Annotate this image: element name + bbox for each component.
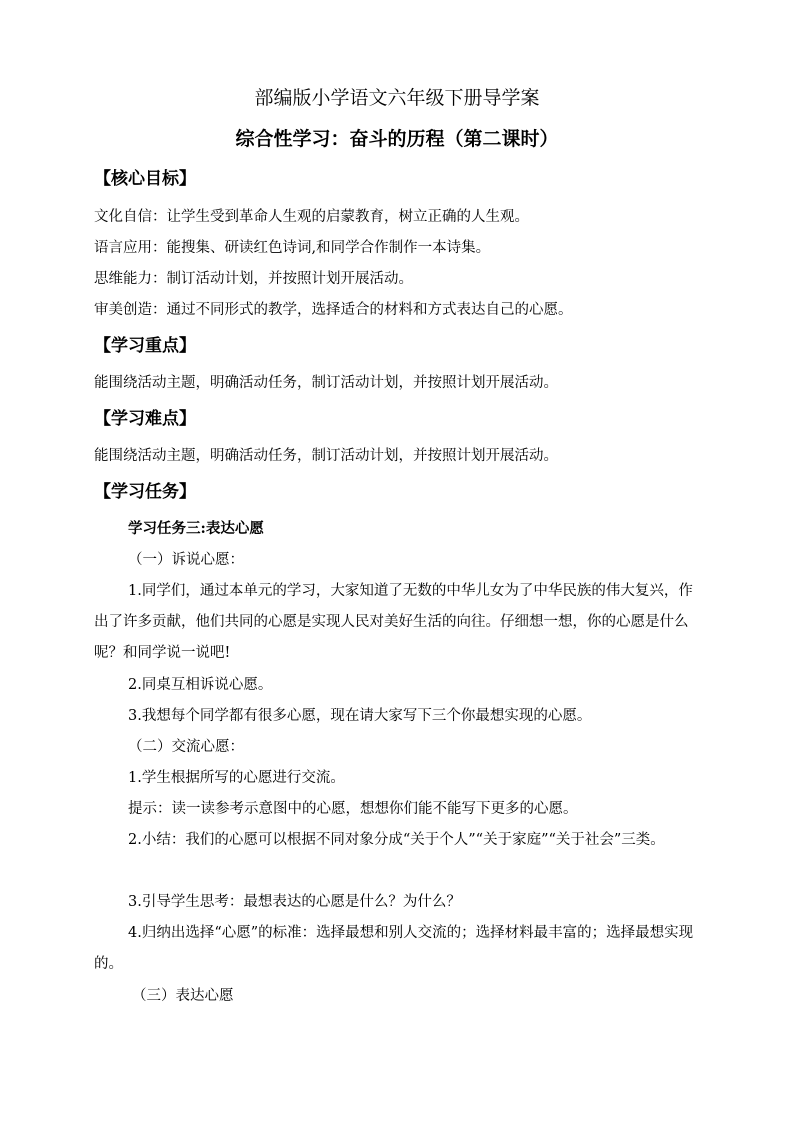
part-one-item-2: 2.同桌互相诉说心愿。 bbox=[128, 677, 273, 693]
part-two-item-2: 2.小结：我们的心愿可以根据不同对象分成“关于个人”“关于家庭”“关于社会”三类。 bbox=[128, 832, 665, 848]
key-points-heading: 【学习重点】 bbox=[94, 336, 196, 356]
core-goal-aesthetic: 审美创造：通过不同形式的教学，选择适合的材料和方式表达自己的心愿。 bbox=[94, 302, 573, 318]
task-three-title: 学习任务三:表达心愿 bbox=[128, 520, 264, 537]
part-two-item-3: 3.引导学生思考：最想表达的心愿是什么？为什么？ bbox=[128, 894, 461, 910]
key-points-text: 能围绕活动主题，明确活动任务，制订活动计划，并按照计划开展活动。 bbox=[94, 375, 558, 391]
tasks-heading: 【学习任务】 bbox=[94, 482, 196, 502]
part-two-item-1: 1.学生根据所写的心愿进行交流。 bbox=[128, 770, 345, 786]
part-one-item-3: 3.我想每个同学都有很多心愿，现在请大家写下三个你最想实现的心愿。 bbox=[128, 708, 592, 724]
core-goal-cultural: 文化自信：让学生受到革命人生观的启蒙教育，树立正确的人生观。 bbox=[94, 209, 529, 225]
core-goal-language: 语言应用：能搜集、研读红色诗词,和同学合作制作一本诗集。 bbox=[94, 240, 491, 256]
document-title: 部编版小学语文六年级下册导学案 bbox=[254, 87, 540, 109]
core-goals-heading: 【核心目标】 bbox=[94, 169, 196, 189]
part-one-label: （一）诉说心愿： bbox=[128, 552, 244, 568]
part-two-tip: 提示：读一读参考示意图中的心愿，想想你们能不能写下更多的心愿。 bbox=[128, 801, 578, 817]
difficulties-heading: 【学习难点】 bbox=[94, 409, 196, 429]
part-three-label: （三）表达心愿 bbox=[132, 988, 234, 1004]
part-two-label: （二）交流心愿： bbox=[128, 739, 244, 755]
part-two-item-4: 4.归纳出选择“心愿”的标准：选择最想和别人交流的；选择材料最丰富的；选择最想实现的。 bbox=[94, 925, 694, 972]
difficulties-text: 能围绕活动主题，明确活动任务，制订活动计划，并按照计划开展活动。 bbox=[94, 448, 558, 464]
lesson-title: 综合性学习：奋斗的历程（第二课时） bbox=[235, 128, 559, 150]
core-goal-thinking: 思维能力：制订活动计划，并按照计划开展活动。 bbox=[94, 271, 413, 287]
part-one-item-1: 1.同学们，通过本单元的学习，大家知道了无数的中华儿女为了中华民族的伟大复兴，作出了许多贡献，他们共同的心愿是实现人民对美好生活的向往。仔细想一想，你的心愿是什么呢？和同学说一说吧! bbox=[94, 583, 693, 661]
